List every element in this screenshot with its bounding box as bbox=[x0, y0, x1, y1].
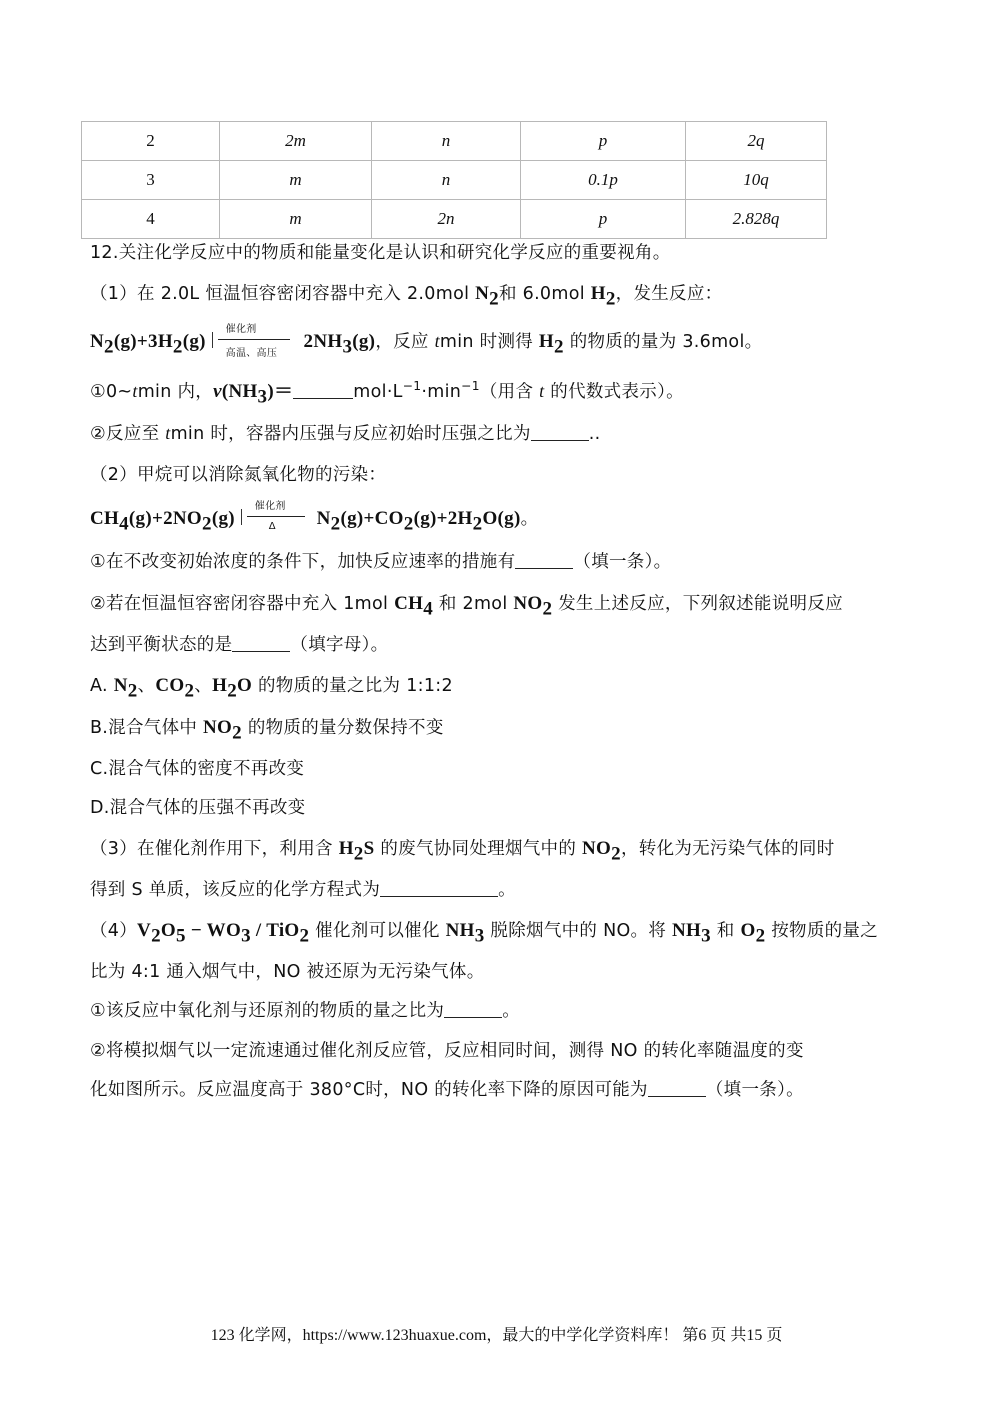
part3-cont: 得到 S 单质，该反应的化学方程式为 。 bbox=[90, 880, 516, 900]
option-d: D.混合气体的压强不再改变 bbox=[90, 798, 306, 818]
table-cell: 2 bbox=[82, 122, 220, 161]
answer-blank[interactable] bbox=[648, 1082, 706, 1097]
question-2-2-cont: 达到平衡状态的是 （填字母）。 bbox=[90, 635, 389, 655]
option-c: C.混合气体的密度不再改变 bbox=[90, 759, 305, 779]
reaction-condition-arrow: 催化剂 高温、高压 bbox=[212, 330, 298, 350]
question-4-2: ②将模拟烟气以一定流速通过催化剂反应管，反应相同时间，测得 NO 的转化率随温度的变 bbox=[90, 1041, 804, 1061]
equation-2: $CH_4(g)+2NO_2(g)$ 催化剂 Δ $N_2(g)+CO_2(g)+2H_2O(g)$。 bbox=[90, 501, 539, 535]
option-b: B.混合气体中 $NO_2$ 的物质的量分数保持不变 bbox=[90, 717, 444, 744]
table-cell: 2m bbox=[220, 122, 372, 161]
table-cell: 0.1p bbox=[521, 161, 686, 200]
table-cell: 10q bbox=[686, 161, 827, 200]
question-1-2: ②反应至 tmin 时，容器内压强与反应初始时压强之比为 .. bbox=[90, 423, 601, 444]
part1-intro: （1）在 2.0L 恒温恒容密闭容器中充入 2.0mol $N_2$和 6.0mol $H_2$，发生反应： bbox=[90, 283, 723, 310]
answer-blank[interactable] bbox=[380, 882, 498, 897]
table-cell: m bbox=[220, 200, 372, 239]
part4-cont: 比为 4:1 通入烟气中，NO 被还原为无污染气体。 bbox=[90, 962, 485, 982]
answer-blank[interactable] bbox=[531, 426, 589, 441]
table-cell: n bbox=[372, 122, 521, 161]
part4: $(4)V_2O_5 - WO_3 / TiO_2$ 催化剂可以催化 $NH_3$ 脱除烟气中的 NO。将 $NH_3$ 和 $O_2$ 按物质的量之 bbox=[90, 920, 879, 947]
table-cell: n bbox=[372, 161, 521, 200]
table-row bbox=[82, 122, 827, 161]
table-cell: p bbox=[521, 122, 686, 161]
question-4-1: ①该反应中氧化剂与还原剂的物质的量之比为 。 bbox=[90, 1001, 520, 1021]
answer-blank[interactable] bbox=[515, 554, 573, 569]
table-row bbox=[82, 200, 827, 239]
part2-intro: （2）甲烷可以消除氮氧化物的污染： bbox=[90, 465, 387, 485]
table-cell: 4 bbox=[82, 200, 220, 239]
table-cell: 3 bbox=[82, 161, 220, 200]
table-cell: m bbox=[220, 161, 372, 200]
question-2-1: ①在不改变初始浓度的条件下，加快反应速率的措施有 （填一条）。 bbox=[90, 552, 672, 572]
option-a: A. $N_2$、$CO_2$、$H_2O$ 的物质的量之比为 1:1:2 bbox=[90, 675, 453, 702]
equation-1: $N_2(g)+3H_2(g)$ 催化剂 高温、高压 $2NH_3(g)$，反应 tmin 时测得 $H_2$ 的物质的量为 3.6mol。 bbox=[90, 324, 763, 359]
answer-blank[interactable] bbox=[293, 384, 353, 399]
question-4-2-cont: 化如图所示。反应温度高于 380°C时，NO 的转化率下降的原因可能为 （填一条）。 bbox=[90, 1080, 804, 1100]
reaction-condition-arrow: 催化剂 Δ bbox=[241, 507, 311, 527]
table-cell: p bbox=[521, 200, 686, 239]
question-stem: 12.关注化学反应中的物质和能量变化是认识和研究化学反应的重要视角。 bbox=[90, 243, 671, 263]
answer-blank[interactable] bbox=[444, 1003, 502, 1018]
experiment-table bbox=[81, 121, 827, 239]
table-cell: 2.828q bbox=[686, 200, 827, 239]
part3: （3）在催化剂作用下，利用含 $H_2S$ 的废气协同处理烟气中的 $NO_2$，转化为无污染气体的同时 bbox=[90, 838, 835, 865]
table-cell: 2q bbox=[686, 122, 827, 161]
table-cell: 2n bbox=[372, 200, 521, 239]
question-2-2: ②若在恒温恒容密闭容器中充入 1mol $CH_4$ 和 2mol $NO_2$ 发生上述反应，下列叙述能说明反应 bbox=[90, 593, 843, 620]
question-1-1: ①0~tmin 内，$v(NH_3)= mol\cdot L^{-1}\cdot\min^{-1}$（用含 t 的代数式表示）。 bbox=[90, 379, 684, 408]
answer-blank[interactable] bbox=[232, 637, 290, 652]
page-footer: 123 化学网，https://www.123huaxue.com，最大的中学化学资料库！ 第6 页 共15 页 bbox=[210, 1327, 783, 1344]
table-row bbox=[82, 161, 827, 200]
